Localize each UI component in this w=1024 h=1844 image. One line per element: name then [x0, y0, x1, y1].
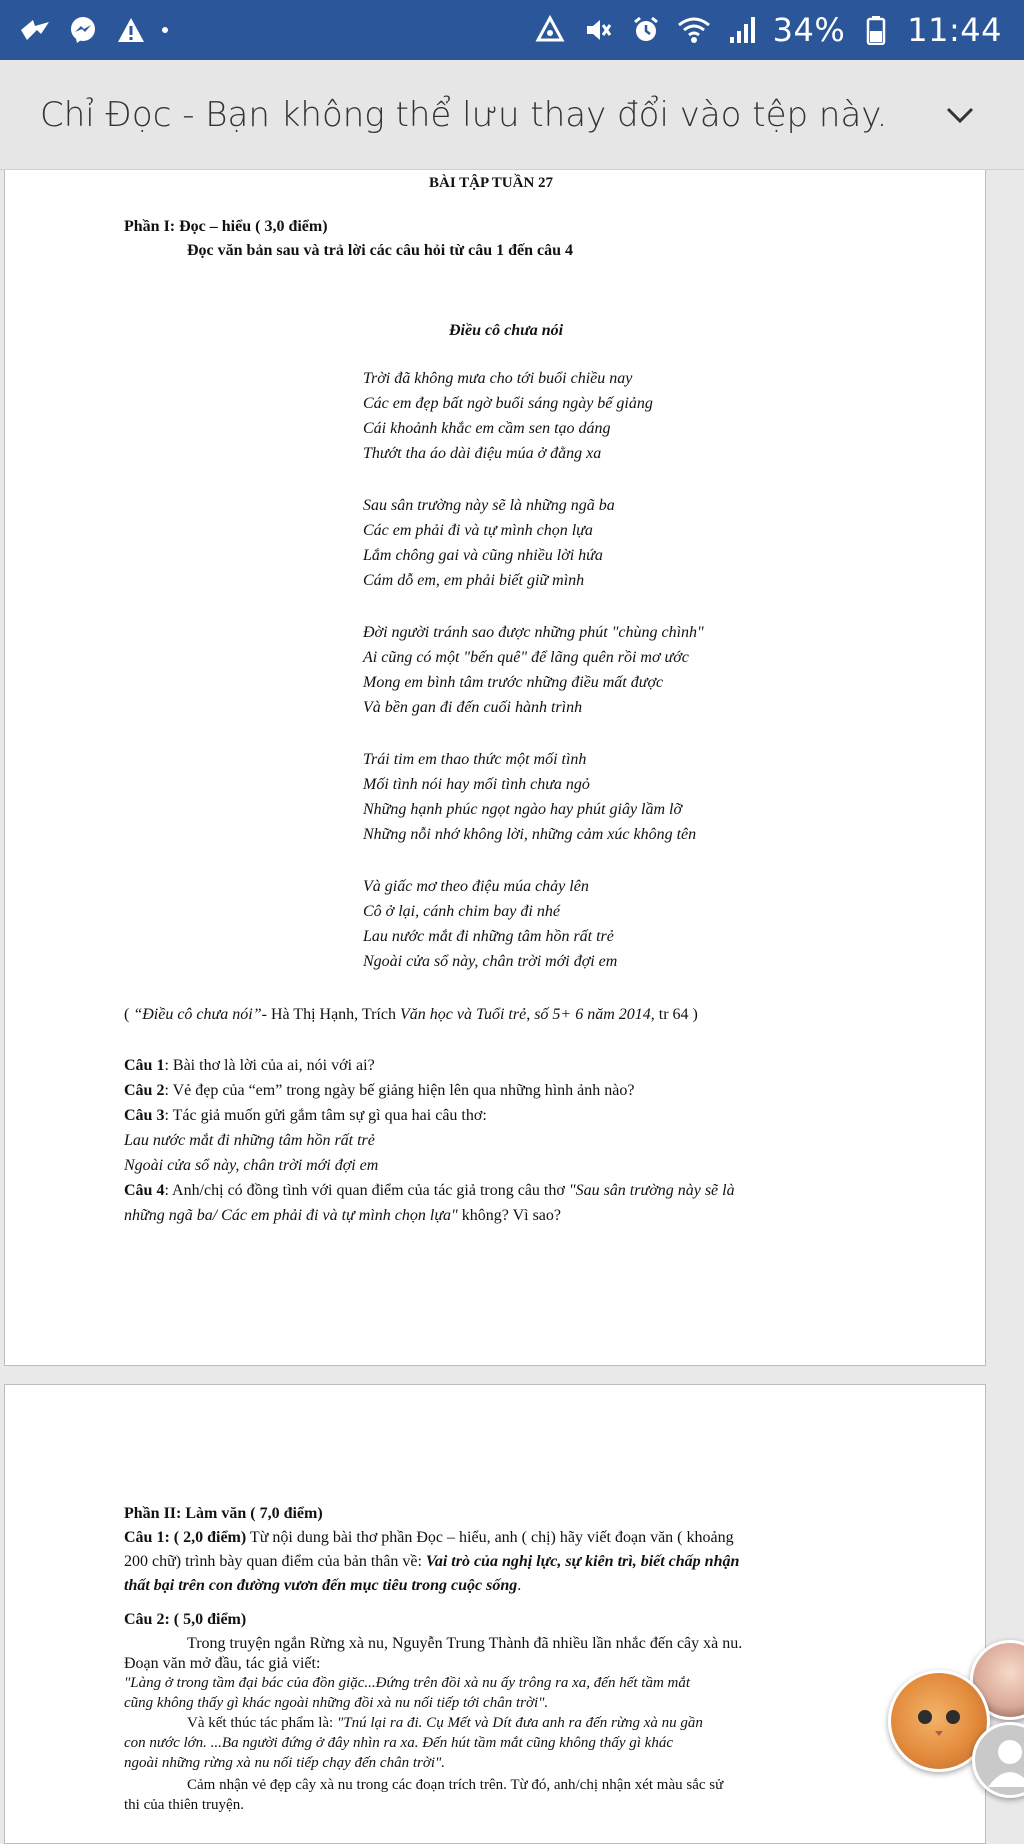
notification-dot	[162, 27, 168, 33]
essay-quote-1: cũng không thấy gì khác ngoài những đồi xà nu nối tiếp tới chân trời".	[124, 1695, 549, 1711]
battery-percent: 34%	[772, 11, 846, 49]
essay-question-2-line: Đoạn văn mở đầu, tác giả viết:	[124, 1655, 321, 1672]
poem-line: Các em đẹp bất ngờ buổi sáng ngày bế giảng	[363, 395, 653, 412]
data-saver-icon	[533, 13, 567, 47]
poem-line: Và bền gan đi đến cuối hành trình	[363, 699, 583, 716]
chat-heads[interactable]	[888, 1640, 1024, 1820]
question-4-continued: những ngã ba/ Các em phải đi và tự mình chọn lựa" không? Vì sao?	[124, 1207, 562, 1224]
poem-line: Mối tình nói hay mối tình chưa ngỏ	[363, 776, 590, 793]
document-title: BÀI TẬP TUẦN 27	[429, 175, 554, 191]
signal-icon	[725, 13, 759, 47]
poem-line: Thướt tha áo dài điệu múa ở đằng xa	[363, 445, 602, 462]
poem-line: Ngoài cửa sổ này, chân trời mới đợi em	[363, 953, 618, 970]
essay-question-1-continued: 200 chữ) trình bày quan điểm của bản thân về: Vai trò của nghị lực, sự kiên trì, biết chấp nhận	[124, 1553, 740, 1570]
messenger-tools-icon	[18, 13, 52, 47]
document-page-1[interactable]	[4, 170, 986, 1366]
poem-line: Trái tim em thao thức một mối tình	[363, 751, 587, 768]
mute-icon	[581, 13, 615, 47]
poem-line: Lắm chông gai và cũng nhiều lời hứa	[363, 547, 603, 564]
poem-line: Cám dỗ em, em phải biết giữ mình	[363, 572, 585, 589]
read-only-banner[interactable]	[0, 60, 1024, 170]
poem-line: Những hạnh phúc ngọt ngào hay phút giây lầm lỡ	[363, 801, 683, 818]
poem-line: Những nỗi nhớ không lời, những cảm xúc không tên	[363, 826, 697, 843]
poem-line: Cái khoảnh khắc em cầm sen tạo dáng	[363, 420, 611, 437]
poem-line: Mong em bình tâm trước những điều mất được	[363, 674, 664, 691]
essay-question-2-line: Và kết thúc tác phẩm là: "Tnú lại ra đi. Cụ Mết và Dít đưa anh ra đến rừng xà nu gần	[187, 1715, 703, 1731]
poem-line: Lau nước mắt đi những tâm hồn rất trẻ	[363, 928, 614, 945]
clock-time: 11:44	[907, 11, 1002, 49]
poem-line: Ai cũng có một "bến quê" để lãng quên rồi mơ ước	[363, 649, 689, 666]
status-bar-left	[18, 13, 168, 47]
poem-line: Sau sân trường này sẽ là những ngã ba	[363, 497, 615, 514]
alarm-icon	[629, 13, 663, 47]
battery-icon	[859, 13, 893, 47]
chevron-down-icon[interactable]	[940, 95, 980, 135]
essay-quote-2: ngoài những rừng xà nu nối tiếp chạy đến chân trời".	[124, 1755, 446, 1771]
essay-question-1-topic: thất bại trên con đường vươn đến mục tiêu trong cuộc sống.	[124, 1577, 522, 1594]
essay-quote-1: "Làng ở trong tầm đại bác của đồn giặc...Đứng trên đồi xà nu ấy trông ra xa, đến hết tầm mắt	[124, 1675, 691, 1691]
essay-question-2-line: Trong truyện ngắn Rừng xà nu, Nguyễn Trung Thành đã nhiều lần nhắc đến cây xà nu.	[187, 1635, 743, 1652]
status-bar-right	[533, 11, 1002, 49]
question-1: Câu 1: Bài thơ là lời của ai, nói với ai?	[124, 1057, 375, 1074]
essay-question-1: Câu 1: ( 2,0 điểm) Từ nội dung bài thơ phần Đọc – hiểu, anh ( chị) hãy viết đoạn văn ( khoảng	[124, 1529, 734, 1546]
question-3: Câu 3: Tác giả muốn gửi gắm tâm sự gì qua hai câu thơ:	[124, 1107, 487, 1124]
poem-line: Đời người tránh sao được những phút "chùng chình"	[363, 624, 704, 641]
poem-line: Và giấc mơ theo điệu múa chảy lên	[363, 878, 589, 895]
poem-line: Trời đã không mưa cho tới buổi chiều nay	[363, 370, 633, 387]
part2-heading: Phần II: Làm văn ( 7,0 điểm)	[124, 1505, 323, 1522]
essay-question-2-line: thi của thiên truyện.	[124, 1797, 244, 1813]
poem-line: Các em phải đi và tự mình chọn lựa	[363, 522, 593, 539]
messenger-icon	[66, 13, 100, 47]
question-3-quote: Lau nước mắt đi những tâm hồn rất trẻ	[124, 1132, 375, 1149]
chat-head-avatar-user[interactable]	[972, 1722, 1024, 1798]
part1-heading: Phần I: Đọc – hiểu ( 3,0 điểm)	[124, 218, 328, 235]
poem-title: Điều cô chưa nói	[449, 322, 564, 339]
warning-icon	[114, 13, 148, 47]
question-4: Câu 4: Anh/chị có đồng tình với quan điểm của tác giả trong câu thơ "Sau sân trường này sẽ là	[124, 1182, 735, 1199]
wifi-icon	[677, 13, 711, 47]
question-2: Câu 2: Vẻ đẹp của “em” trong ngày bế giảng hiện lên qua những hình ảnh nào?	[124, 1082, 635, 1099]
essay-quote-2: con nước lớn. ...Ba người đứng ở đây nhìn ra xa. Đến hút tầm mắt cũng không thấy gì khác	[124, 1735, 673, 1751]
essay-question-2-label: Câu 2: ( 5,0 điểm)	[124, 1611, 247, 1628]
read-only-message: Chỉ Đọc - Bạn không thể lưu thay đổi vào tệp này.	[40, 94, 888, 135]
poem-line: Cô ở lại, cánh chim bay đi nhé	[363, 903, 560, 920]
user-silhouette-icon	[975, 1725, 1024, 1795]
status-bar	[0, 0, 1024, 60]
part1-instruction: Đọc văn bản sau và trả lời các câu hỏi từ câu 1 đến câu 4	[187, 242, 574, 259]
question-3-quote: Ngoài cửa sổ này, chân trời mới đợi em	[124, 1157, 379, 1174]
essay-question-2-line: Cảm nhận vẻ đẹp cây xà nu trong các đoạn trích trên. Từ đó, anh/chị nhận xét màu sắc sử	[187, 1777, 724, 1793]
poem-citation: ( “Điều cô chưa nói”- Hà Thị Hạnh, Trích Văn học và Tuổi trẻ, số 5+ 6 năm 2014, tr 64 )	[124, 1006, 698, 1023]
document-page-2[interactable]	[4, 1384, 986, 1844]
